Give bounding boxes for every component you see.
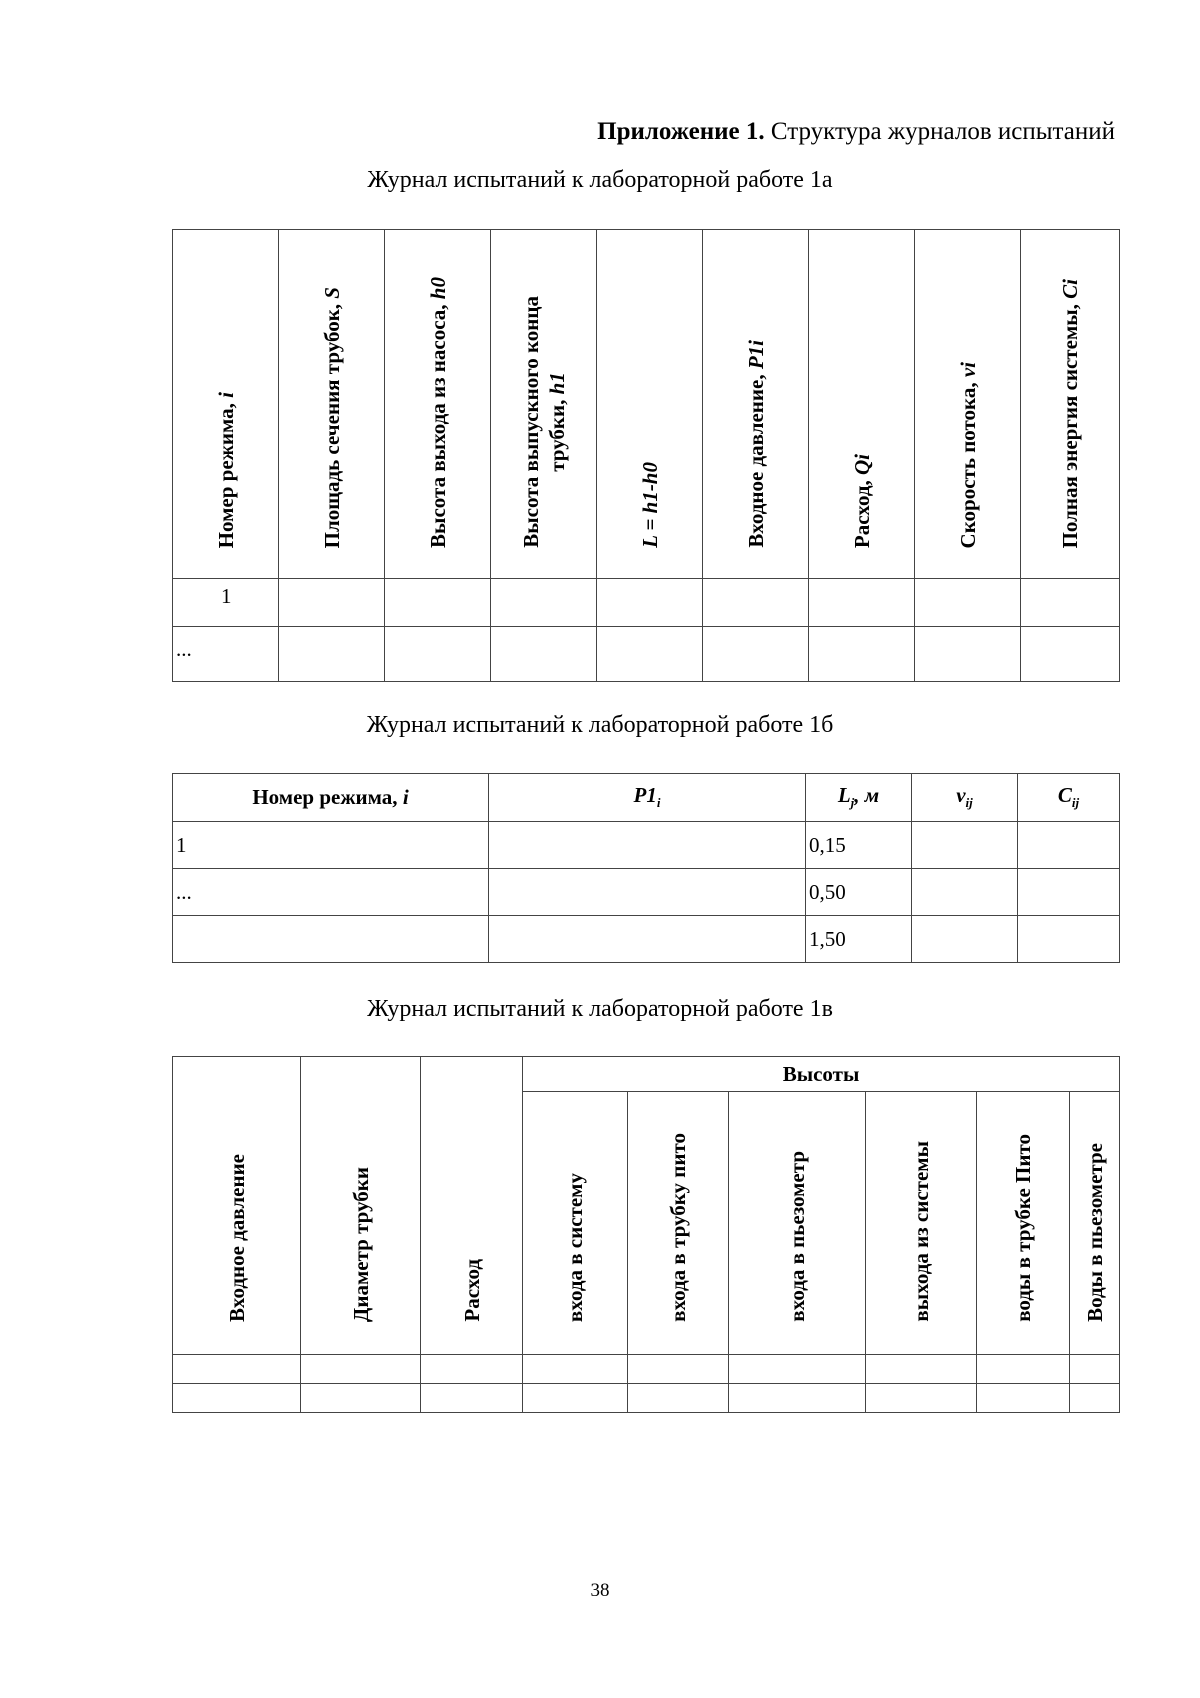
header-cell (703, 230, 809, 579)
header-label: воды в трубке Пито (1011, 1134, 1035, 1322)
table-cell: 0,50 (806, 869, 912, 916)
journal-1b-header-row (173, 774, 1120, 822)
journal-1a-table (172, 229, 1120, 682)
header-energy: $C_{ij}$ (1018, 774, 1120, 822)
header-label: Скорость потока, vi (955, 361, 980, 548)
table-cell (173, 1384, 301, 1413)
table-cell: 1,50 (806, 916, 912, 963)
table-row (173, 869, 1120, 916)
journal-1v-header-row-1 (173, 1057, 1120, 1092)
table-cell (173, 1355, 301, 1384)
header-label: Полная энергия системы, Ci (1058, 278, 1082, 548)
table-cell (489, 916, 806, 963)
table-cell (729, 1384, 866, 1413)
appendix-title: Структура журналов испытаний (770, 118, 1115, 145)
journal-1v-table (172, 1056, 1120, 1413)
journal-1a-caption: Журнал испытаний к лабораторной работе 1а (367, 167, 833, 193)
table-cell (977, 1355, 1070, 1384)
table-row (173, 916, 1120, 963)
header-cell (279, 230, 385, 579)
table-cell (491, 579, 597, 627)
table-cell (1021, 627, 1120, 682)
journal-1v-caption: Журнал испытаний к лабораторной работе 1в (367, 996, 833, 1022)
table-row (173, 627, 1120, 682)
header-cell (809, 230, 915, 579)
header-cell (173, 1057, 301, 1355)
header-label: Высота выпускного конца трубки, h1 (518, 296, 569, 548)
table-cell (279, 579, 385, 627)
table-cell (597, 579, 703, 627)
table-cell (977, 1384, 1070, 1413)
table-cell (1070, 1355, 1120, 1384)
table-cell (703, 627, 809, 682)
table-cell (1018, 916, 1120, 963)
header-cell (597, 230, 703, 579)
header-label: выхода из системы (909, 1141, 933, 1322)
header-label: Расход (459, 1259, 484, 1322)
table-cell (385, 627, 491, 682)
group-header-heights: Высоты (523, 1057, 1120, 1092)
header-cell (1021, 230, 1120, 579)
table-cell (1018, 869, 1120, 916)
header-label: входа в трубку пито (666, 1133, 690, 1322)
table-cell (628, 1384, 729, 1413)
header-cell (523, 1092, 628, 1355)
table-cell (729, 1355, 866, 1384)
header-label: L = h1-h0 (637, 462, 662, 548)
header-cell (421, 1057, 523, 1355)
table-cell (421, 1384, 523, 1413)
table-cell (866, 1384, 977, 1413)
header-mode: Номер режима, i (173, 774, 489, 822)
header-cell (1070, 1092, 1120, 1355)
header-label: входа в пьезометр (785, 1151, 809, 1322)
header-label: Площадь сечения трубок, S (319, 286, 344, 548)
header-p1: $P1_i$ (489, 774, 806, 822)
header-cell (301, 1057, 421, 1355)
table-cell (628, 1355, 729, 1384)
table-cell (1021, 579, 1120, 627)
appendix-heading (597, 118, 1115, 146)
table-row (173, 1384, 1120, 1413)
table-cell (523, 1355, 628, 1384)
header-label: Входное давление (224, 1154, 249, 1322)
header-length: $L_j$, м (806, 774, 912, 822)
header-cell (173, 230, 279, 579)
header-label: входа в систему (563, 1172, 587, 1322)
header-cell (491, 230, 597, 579)
header-cell (915, 230, 1021, 579)
header-label: Высота выхода из насоса, h0 (425, 277, 450, 548)
table-cell (173, 916, 489, 963)
table-cell (809, 627, 915, 682)
header-label: Диаметр трубки (348, 1166, 373, 1322)
table-cell: ... (173, 627, 279, 682)
table-cell (1018, 822, 1120, 869)
header-cell (385, 230, 491, 579)
table-cell (301, 1355, 421, 1384)
appendix-label: Приложение 1. (597, 118, 765, 145)
header-velocity: $v_{ij}$ (912, 774, 1018, 822)
table-row (173, 579, 1120, 627)
table-cell (385, 579, 491, 627)
table-cell (489, 869, 806, 916)
table-cell (489, 822, 806, 869)
header-label: Расход, Qi (849, 453, 874, 548)
table-cell: ... (173, 869, 489, 916)
page-number: 38 (590, 1580, 610, 1601)
table-cell (597, 627, 703, 682)
header-cell (866, 1092, 977, 1355)
header-label: Воды в пьезометре (1082, 1143, 1107, 1322)
table-cell (279, 627, 385, 682)
table-cell (1070, 1384, 1120, 1413)
table-row (173, 822, 1120, 869)
header-cell (729, 1092, 866, 1355)
table-row (173, 1355, 1120, 1384)
header-label: Номер режима, i (213, 391, 238, 548)
header-label: Входное давление, P1i (743, 340, 768, 548)
table-cell (421, 1355, 523, 1384)
header-cell (977, 1092, 1070, 1355)
journal-1b-caption: Журнал испытаний к лабораторной работе 1б (366, 712, 834, 738)
table-cell (912, 822, 1018, 869)
table-cell (912, 869, 1018, 916)
table-cell: 1 (173, 822, 489, 869)
table-cell (866, 1355, 977, 1384)
table-cell (912, 916, 1018, 963)
table-cell (703, 579, 809, 627)
table-cell (915, 579, 1021, 627)
journal-1a-header-row (173, 230, 1120, 579)
table-cell: 0,15 (806, 822, 912, 869)
table-cell: 1 (173, 579, 279, 627)
table-cell (915, 627, 1021, 682)
table-cell (809, 579, 915, 627)
table-cell (301, 1384, 421, 1413)
header-cell (628, 1092, 729, 1355)
table-cell (523, 1384, 628, 1413)
table-cell (491, 627, 597, 682)
journal-1b-table (172, 773, 1120, 963)
